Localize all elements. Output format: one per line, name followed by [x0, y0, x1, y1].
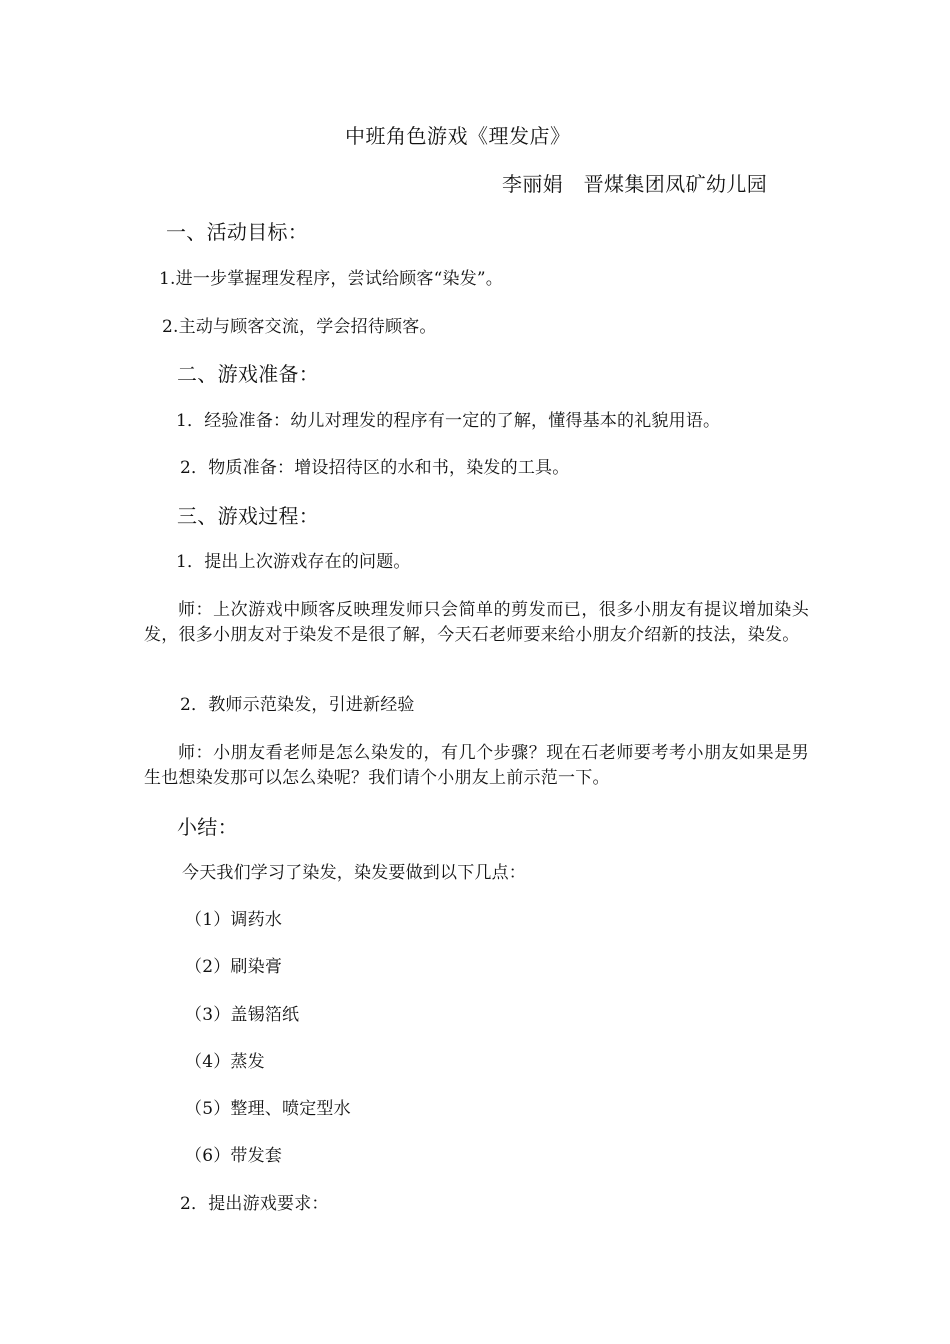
preparation-item-1: 1．经验准备：幼儿对理发的程序有一定的了解，懂得基本的礼貌用语。 — [176, 411, 721, 431]
goal-item-2: 2.主动与顾客交流，学会招待顾客。 — [162, 317, 437, 337]
summary-item-6: （6）带发套 — [185, 1146, 283, 1166]
section-heading-preparation: 二、游戏准备： — [177, 362, 320, 386]
preparation-item-2: 2．物质准备：增设招待区的水和书，染发的工具。 — [180, 458, 570, 478]
document-title: 中班角色游戏《理发店》 — [345, 124, 571, 148]
process-step-3: 2．提出游戏要求： — [180, 1194, 329, 1214]
summary-item-5: （5）整理、喷定型水 — [185, 1099, 351, 1119]
summary-item-4: （4）蒸发 — [185, 1052, 265, 1072]
summary-item-2: （2）刷染膏 — [185, 957, 283, 977]
summary-intro: 今天我们学习了染发，染发要做到以下几点： — [182, 863, 526, 883]
summary-heading: 小结： — [177, 815, 238, 839]
process-step-1: 1．提出上次游戏存在的问题。 — [176, 552, 411, 572]
summary-item-1: （1）调药水 — [185, 910, 283, 930]
section-heading-goals: 一、活动目标： — [166, 220, 309, 244]
teacher-paragraph-2: 师：小朋友看老师是怎么染发的，有几个步骤？现在石老师要考考小朋友如果是男生也想染发那可以怎么染呢？我们请个小朋友上前示范一下。 — [144, 743, 809, 788]
teacher-paragraph-1: 师：上次游戏中顾客反映理发师只会简单的剪发而已，很多小朋友有提议增加染头发，很多小朋友对于染发不是很了解，今天石老师要来给小朋友介绍新的技法，染发。 — [144, 600, 809, 645]
goal-item-1: 1.进一步掌握理发程序，尝试给顾客“染发”。 — [159, 269, 504, 289]
process-step-2: 2．教师示范染发，引进新经验 — [180, 695, 415, 715]
section-heading-process: 三、游戏过程： — [177, 504, 320, 528]
summary-item-3: （3）盖锡箔纸 — [185, 1005, 300, 1025]
author-line: 李丽娟 晋煤集团凤矿幼儿园 — [502, 172, 768, 196]
